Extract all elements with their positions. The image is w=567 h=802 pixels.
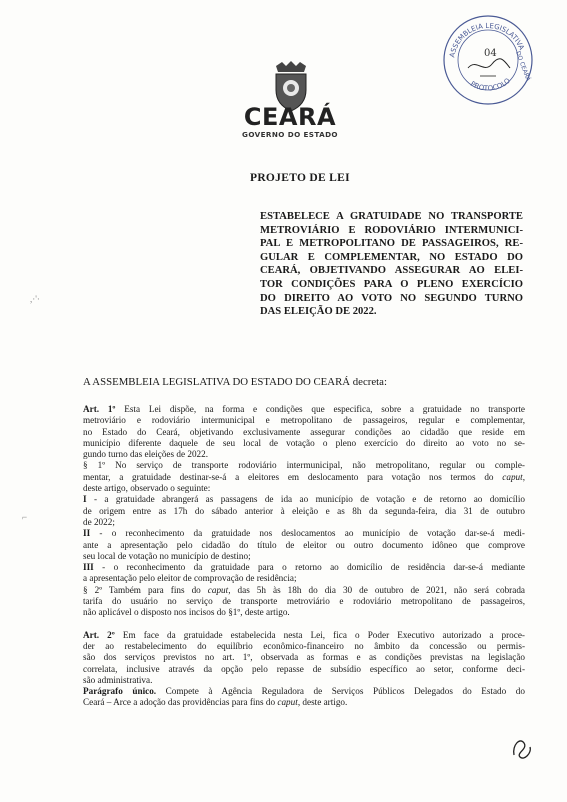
enactment-clause [83, 376, 543, 388]
text-line: seu local de votação no município de destino; [83, 550, 251, 561]
text-line: a apresentação pelo eleitor de comprovação de residência; [83, 573, 297, 584]
margin-mark: ⌐ [22, 512, 28, 522]
protocol-stamp [440, 12, 536, 108]
ementa-line: METROVIÁRIO E RODOVIÁRIO INTERMUNICI- [260, 224, 523, 236]
text-line: tarifa do usuário no serviço de transporte metroviário e rodoviário metropolitano de passageiros, [83, 596, 525, 607]
enactment-verb: decreta: [350, 376, 387, 388]
text-line: são administrativa. [83, 674, 153, 685]
state-subtitle: GOVERNO DO ESTADO [242, 130, 338, 139]
caput-term: caput [502, 471, 523, 482]
state-name: CEARÁ [243, 103, 337, 131]
text-line: metroviário e rodoviário intermunicipal e metropolitano de passageiros, regular e complementar, [83, 415, 525, 426]
ementa-line: TOR CONDIÇÕES PARA O PLENO EXERCÍCIO [260, 278, 523, 290]
text-line: deste artigo, observado o seguinte: [83, 483, 211, 494]
item-3: III - o reconhecimento da gratuidade para o retorno ao domicílio de residência dar-se-á mediante [83, 562, 525, 573]
caput-term: caput [277, 697, 298, 708]
ementa-line: DAS ELEIÇÃO DE 2022. [260, 306, 377, 318]
stamp-ring-top: ASSEMBLEIA LEGISLATIVA [448, 21, 526, 59]
article-1: Art. 1º Esta Lei dispõe, na forma e condições que especifica, sobre a gratuidade no transporte [83, 404, 525, 414]
ementa-line: DO DIREITO AO VOTO NO SEGUNDO TURNO [260, 292, 523, 304]
paragraph-2: § 2º Também para fins do caput, das 5h às 18h do dia 30 de outubro de 2021, não será cobrada [83, 584, 525, 595]
text-line: correlata, inclusive através da opção pelo repasse de subsídio específico ao setor, conforme deci- [83, 663, 525, 674]
text-line: ante a apresentação pelo cidadão do título de eleitor ou outro documento idôneo que comprove [83, 539, 525, 550]
ementa-line: ESTABELECE A GRATUIDADE NO TRANSPORTE [260, 211, 523, 222]
text-line: no Estado do Ceará, objetivando exclusivamente assegurar condições ao cidadão que reside em [83, 426, 525, 437]
text-line: gundo turno das eleições de 2022. [83, 449, 209, 460]
state-brand [240, 104, 340, 139]
stamp-mark: 04 [484, 48, 497, 59]
text-line: não aplicável o disposto nos incisos do §1º, deste artigo. [83, 607, 290, 618]
stamp-seal-icon [440, 12, 536, 108]
text-line: são dos serviços previstos no art. 1º, observada as formas e as condições previstas na legislação [83, 652, 525, 663]
stamp-ring-bottom: PROTOCOLO [468, 76, 512, 93]
ementa-line: PAL E METROPOLITANO DE PASSAGEIROS, RE- [260, 238, 523, 250]
handwritten-initials-icon [510, 735, 534, 761]
article-label: Art. 1º [83, 404, 116, 414]
svg-text:PROTOCOLO [469, 76, 512, 92]
text-line: mentar, a gratuidade destinar-se-á a eleitores em deslocamento para votação nos termos do caput, [83, 471, 525, 482]
ementa [260, 210, 523, 319]
stamp-ring-right: DO CEARÁ [514, 50, 532, 83]
paragraph-1: § 1º No serviço de transporte rodoviário intermunicipal, não metropolitano, regular ou comple- [83, 460, 525, 471]
assembly-name: A ASSEMBLEIA LEGISLATIVA DO ESTADO DO CEARÁ [83, 376, 351, 388]
caput-term: caput [207, 584, 229, 595]
ementa-line: GULAR E COMPLEMENTAR, NO ESTADO DO [260, 251, 523, 263]
item-2: II - o reconhecimento da gratuidade nos deslocamentos ao município de votação dar-se-á medi- [83, 528, 525, 539]
sole-paragraph: Parágrafo único. Compete à Agência Reguladora de Serviços Públicos Delegados do Estado do [83, 686, 525, 697]
text-line: de origem entre as 17h do sábado anterior à eleição e as 8h da segunda-feira, dia 31 de outubro [83, 505, 525, 516]
text-line: der ao restabelecimento do equilíbrio econômico-financeiro no âmbito da concessão ou permis- [83, 640, 525, 651]
margin-mark: ,·'· [30, 294, 40, 304]
document-type: PROJETO DE LEI [250, 172, 350, 184]
text-line: Ceará – Arce a adoção das providências para fins do caput, deste artigo. [83, 697, 348, 708]
law-body [83, 404, 525, 709]
article-2: Art. 2º Em face da gratuidade estabelecida nesta Lei, fica o Poder Executivo autorizado a proce- [83, 629, 525, 640]
item-1: I - a gratuidade abrangerá as passagens de ida ao município de votação e de retorno ao domicílio [83, 494, 525, 505]
text-line: município diferente daquele de seu local de votação o pleno exercício do direito ao voto no se- [83, 437, 525, 448]
initials-signature [510, 735, 534, 761]
ementa-line: CEARÁ, OBJETIVANDO ASSEGURAR AO ELEI- [260, 265, 523, 277]
text-line: de 2022; [83, 516, 115, 527]
article-label: Art. 2º [83, 629, 115, 640]
